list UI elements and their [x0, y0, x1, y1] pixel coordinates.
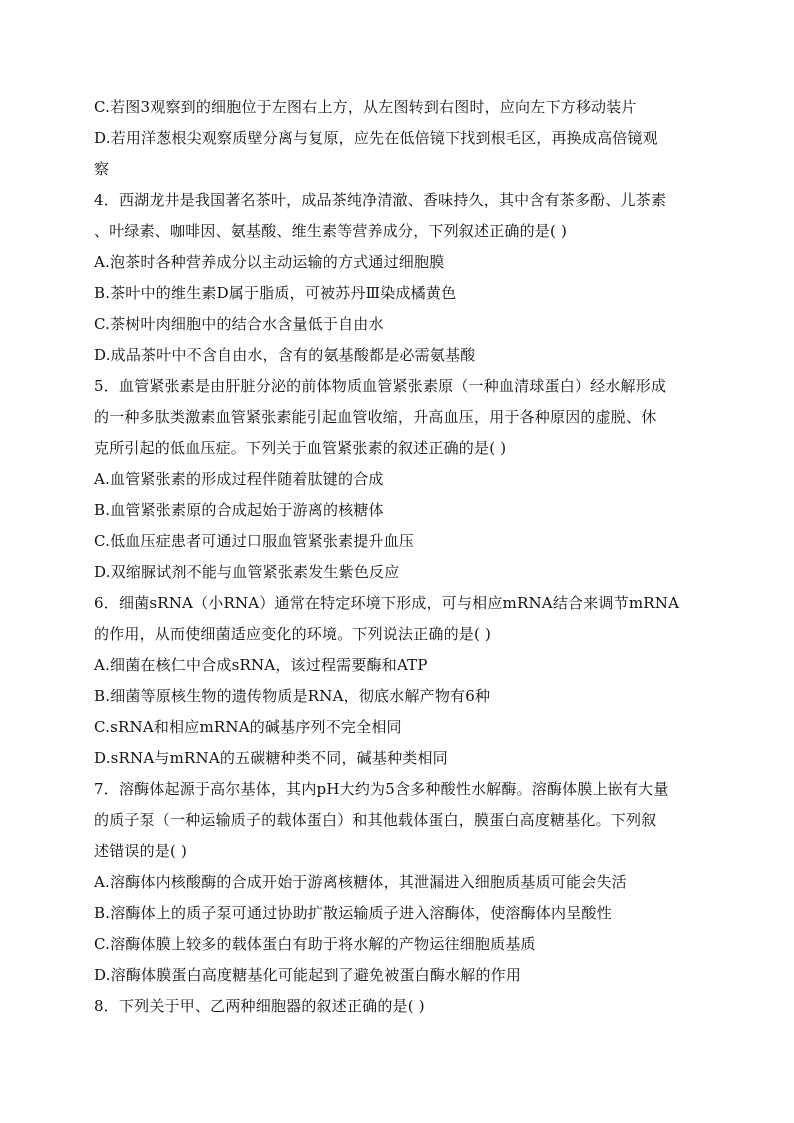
question-4-stem: 4．西湖龙井是我国著名茶叶，成品茶纯净清澈、香味持久，其中含有茶多酚、儿茶素 — [94, 191, 667, 209]
text-line: D.若用洋葱根尖观察质壁分离与复原，应先在低倍镜下找到根毛区，再换成高倍镜观 — [94, 129, 658, 147]
question-6-option-d: D.sRNA与mRNA的五碳糖种类不同，碱基种类相同 — [94, 749, 448, 767]
text-line: C.若图3观察到的细胞位于左图右上方，从左图转到右图时，应向左下方移动装片 — [94, 98, 637, 116]
question-4-stem: 、叶绿素、咖啡因、氨基酸、维生素等营养成分，下列叙述正确的是( ) — [94, 222, 568, 240]
question-4-option-a: A.泡茶时各种营养成分以主动运输的方式通过细胞膜 — [94, 253, 445, 271]
question-6-option-b: B.细菌等原核生物的遗传物质是RNA，彻底水解产物有6种 — [94, 687, 491, 705]
question-5-option-a: A.血管紧张素的形成过程伴随着肽键的合成 — [94, 470, 384, 488]
question-7-option-d: D.溶酶体膜蛋白高度糖基化可能起到了避免被蛋白酶水解的作用 — [94, 966, 522, 984]
text-line: 察 — [94, 160, 110, 178]
question-7-option-a: A.溶酶体内核酸酶的合成开始于游离核糖体，其泄漏进入细胞质基质可能会失活 — [94, 873, 627, 891]
question-7-option-c: C.溶酶体膜上较多的载体蛋白有助于将水解的产物运往细胞质基质 — [94, 935, 536, 953]
question-5-stem: 的一种多肽类激素血管紧张素能引起血管收缩，升高血压，用于各种原因的虚脱、休 — [94, 408, 657, 426]
question-7-stem: 的质子泵（一种运输质子的载体蛋白）和其他载体蛋白，膜蛋白高度糖基化。下列叙 — [94, 811, 657, 829]
question-6-option-c: C.sRNA和相应mRNA的碱基序列不完全相同 — [94, 718, 402, 736]
question-4-option-b: B.茶叶中的维生素D属于脂质，可被苏丹Ⅲ染成橘黄色 — [94, 284, 457, 302]
question-5-option-b: B.血管紧张素原的合成起始于游离的核糖体 — [94, 501, 384, 519]
question-7-stem: 述错误的是( ) — [94, 842, 188, 860]
question-5-stem: 克所引起的低血压症。下列关于血管紧张素的叙述正确的是( ) — [94, 439, 507, 457]
question-6-stem: 6．细菌sRNA（小RNA）通常在特定环境下形成，可与相应mRNA结合来调节mRNA — [94, 594, 680, 612]
question-6-option-a: A.细菌在核仁中合成sRNA，该过程需要酶和ATP — [94, 656, 428, 674]
question-7-stem: 7．溶酶体起源于高尔基体，其内pH大约为5含多种酸性水解酶。溶酶体膜上嵌有大量 — [94, 780, 669, 798]
question-7-option-b: B.溶酶体上的质子泵可通过协助扩散运输质子进入溶酶体，使溶酶体内呈酸性 — [94, 904, 612, 922]
question-4-option-c: C.茶树叶肉细胞中的结合水含量低于自由水 — [94, 315, 384, 333]
question-5-option-d: D.双缩脲试剂不能与血管紧张素发生紫色反应 — [94, 563, 400, 581]
question-6-stem: 的作用，从而使细菌适应变化的环境。下列说法正确的是( ) — [94, 625, 492, 643]
document-page — [94, 92, 704, 1022]
question-5-stem: 5．血管紧张素是由肝脏分泌的前体物质血管紧张素原（一种血清球蛋白）经水解形成 — [94, 377, 667, 395]
question-5-option-c: C.低血压症患者可通过口服血管紧张素提升血压 — [94, 532, 415, 550]
question-8-stem: 8．下列关于甲、乙两种细胞器的叙述正确的是( ) — [94, 997, 425, 1015]
question-4-option-d: D.成品茶叶中不含自由水，含有的氨基酸都是必需氨基酸 — [94, 346, 476, 364]
